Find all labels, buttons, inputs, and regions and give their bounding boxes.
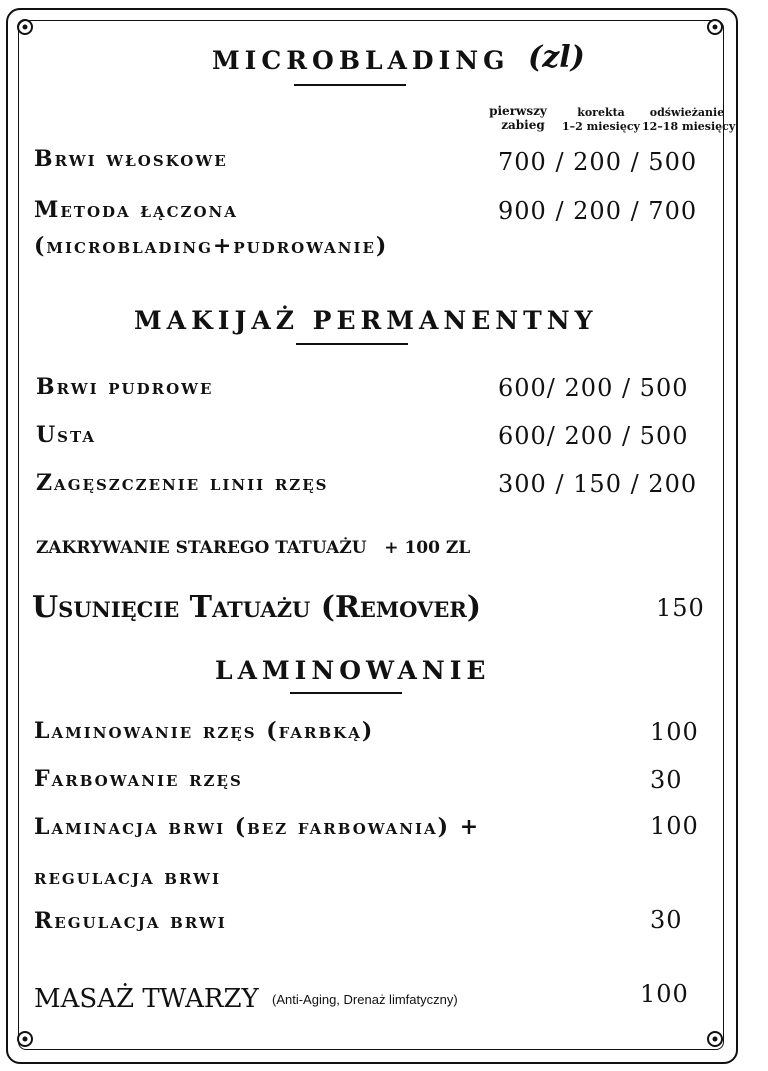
section-title-microblading: MICROBLADING (212, 46, 510, 75)
service-price: 30 (650, 906, 683, 934)
service-price: 300 / 150 / 200 (498, 470, 698, 498)
service-name: Brwi włoskowe (34, 146, 228, 172)
header-line: 12–18 miesięcy (642, 120, 736, 133)
corner-ornament-icon (16, 1030, 34, 1048)
service-name-line2: regulacja brwi (34, 864, 221, 890)
massage-note: (Anti-Aging, Drenaż limfatyczny) (272, 992, 458, 1007)
title-underline (290, 692, 402, 694)
service-name-massage: MASAŻ TWARZY (34, 984, 259, 1014)
service-name: Laminowanie rzęs (farbką) (34, 718, 375, 744)
header-line: odświeżanie (649, 106, 725, 119)
header-refresh (642, 106, 736, 134)
header-correction (560, 106, 642, 134)
service-name: Usta (36, 422, 96, 448)
service-price: 900 / 200 / 700 (498, 197, 698, 225)
service-price: 100 (640, 980, 689, 1008)
service-name: Zagęszczenie linii rzęs (36, 470, 329, 496)
service-name-line2: (microblading+pudrowanie) (34, 233, 389, 259)
corner-ornament-icon (706, 18, 724, 36)
header-first-treatment (480, 104, 556, 132)
service-name: Metoda łączona (34, 197, 238, 223)
header-line: zabieg (501, 118, 545, 132)
service-name: Regulacja brwi (34, 908, 227, 934)
service-price: 100 (650, 718, 699, 746)
service-price: 600/ 200 / 500 (498, 374, 689, 402)
service-price: 600/ 200 / 500 (498, 422, 689, 450)
title-underline (294, 84, 406, 86)
header-line: 1–2 miesięcy (562, 120, 640, 133)
service-price: 100 (650, 812, 699, 840)
service-price: 150 (656, 594, 705, 622)
title-underline (296, 343, 408, 345)
section-title-permanent: MAKIJAŻ PERMANENTNY (134, 306, 598, 335)
service-name: Laminacja brwi (bez farbowania) + (34, 814, 481, 840)
service-name: Brwi pudrowe (36, 374, 214, 400)
section-title-lamination: LAMINOWANIE (215, 656, 491, 685)
corner-ornament-icon (706, 1030, 724, 1048)
service-name: Farbowanie rzęs (34, 766, 243, 792)
cover-tattoo-note: ZAKRYWANIE STAREGO TATUAŻU + 100 ZL (36, 538, 471, 558)
corner-ornament-icon (16, 18, 34, 36)
service-price: 700 / 200 / 500 (498, 148, 698, 176)
currency-label: (zl) (528, 40, 585, 75)
header-line: korekta (577, 106, 625, 119)
service-name-removal: Usunięcie Tatuażu (Remover) (32, 590, 482, 625)
service-price: 30 (650, 766, 683, 794)
header-line: pierwszy (489, 104, 547, 118)
